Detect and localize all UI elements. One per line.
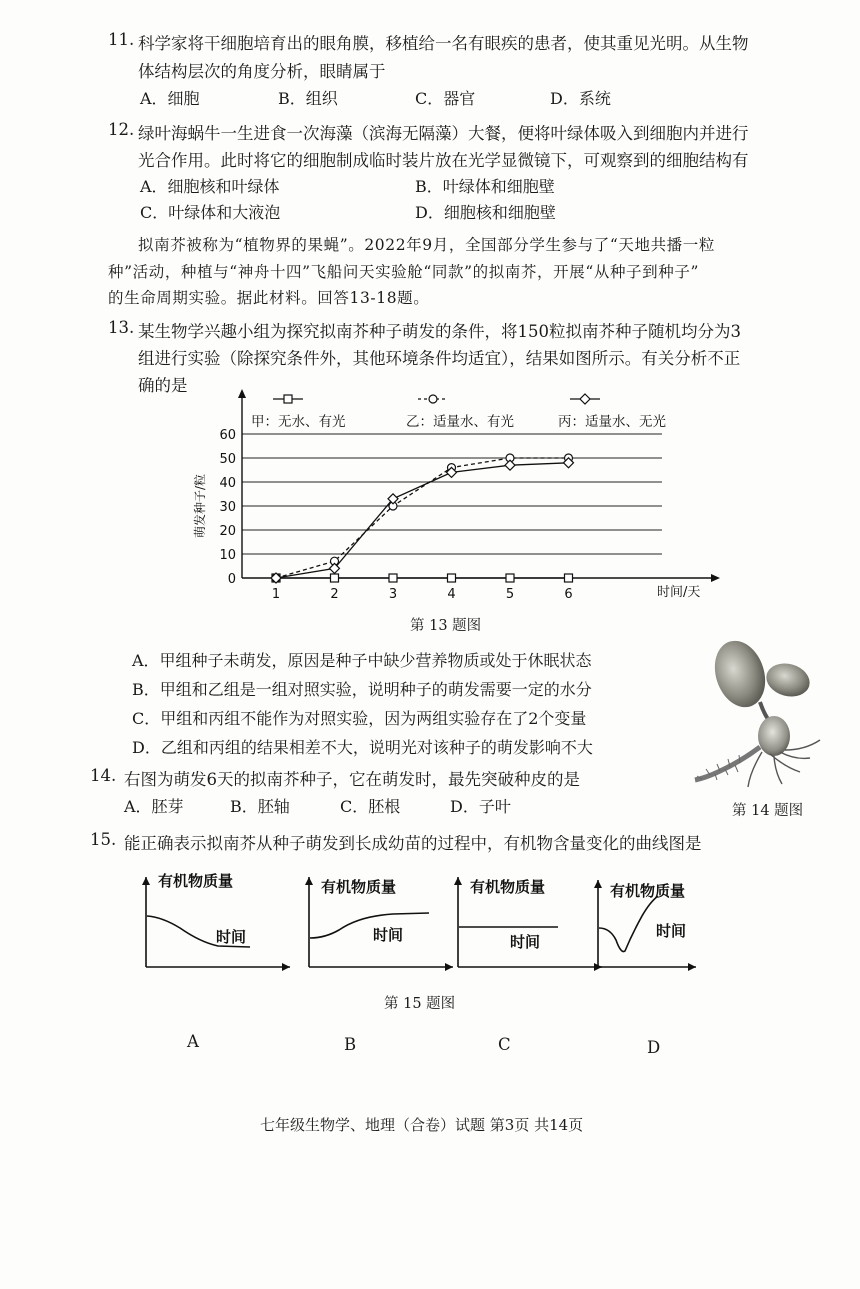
page-footer: 七年级生物学、地理（合卷）试题 第3页 共14页	[260, 1116, 584, 1134]
q15-label-d: D	[647, 1038, 661, 1057]
q11-option-a: A．细胞	[140, 89, 200, 108]
chart-labels	[192, 428, 700, 602]
xtick-label-1: 1	[271, 587, 281, 602]
legend-label-1: 乙：适量水、有光	[406, 414, 514, 430]
graph-d-ylabel: 有机物质量	[610, 882, 686, 900]
q12-option-d: D．细胞核和细胞壁	[415, 203, 556, 222]
q13-stem-line2: 组进行实验（除探究条件外，其他环境条件均适宜），结果如图所示。有关分析不正	[138, 349, 741, 368]
q12-option-c: C．叶绿体和大液泡	[140, 203, 281, 222]
q11-stem-line1: 科学家将干细胞培育出的眼角膜，移植给一名有眼疾的患者，使其重见光明。从生物	[138, 34, 749, 53]
legend-marker-0	[284, 395, 292, 403]
y-axis-label: 萌发种子/粒	[193, 473, 207, 539]
x-axis-label: 时间/天	[657, 585, 701, 600]
xtick-label-4: 4	[447, 587, 456, 602]
series-0-point-6	[565, 574, 573, 582]
chart-legend	[251, 394, 666, 430]
q13-option-b: B．甲组和乙组是一组对照实验，说明种子的萌发需要一定的水分	[132, 680, 592, 699]
graph-c-xlabel: 时间	[510, 933, 541, 951]
q15-label-c: C	[498, 1035, 511, 1054]
q13-stem-line1: 某生物学兴趣小组为探究拟南芥种子萌发的条件，将150粒拟南芥种子随机均分为3	[138, 322, 741, 341]
graph-a-ylabel: 有机物质量	[158, 872, 234, 890]
q14-option-b: B．胚轴	[230, 797, 290, 816]
q13-option-c: C．甲组和丙组不能作为对照实验，因为两组实验存在了2个变量	[132, 709, 587, 728]
graph-b-ylabel: 有机物质量	[321, 878, 397, 896]
series-line-1	[276, 458, 569, 578]
q12-stem-line1: 绿叶海蜗牛一生进食一次海藻（滨海无隔藻）大餐，便将叶绿体吸入到细胞内并进行	[138, 124, 749, 143]
q11-number: 11.	[108, 30, 135, 49]
graph-d	[594, 880, 696, 971]
q14-number: 14.	[90, 766, 117, 785]
ytick-label-10: 10	[219, 548, 236, 563]
q13-option-d: D．乙组和丙组的结果相差不大，说明光对该种子的萌发影响不大	[132, 738, 593, 757]
ytick-label-0: 0	[227, 572, 236, 587]
xtick-label-2: 2	[330, 587, 339, 602]
q13-stem-line3: 确的是	[138, 376, 188, 395]
q15-number: 15.	[90, 830, 117, 849]
y-axis-arrow	[238, 389, 246, 398]
graph-a	[142, 872, 290, 971]
q12-number: 12.	[108, 120, 135, 139]
legend-marker-2	[580, 394, 590, 404]
legend-label-0: 甲：无水、有光	[251, 414, 346, 430]
q15-stem: 能正确表示拟南芥从种子萌发到长成幼苗的过程中，有机物含量变化的曲线图是	[124, 834, 702, 853]
q14-option-a: A．胚芽	[124, 797, 184, 816]
q13-option-a: A．甲组种子未萌发，原因是种子中缺少营养物质或处于休眠状态	[132, 651, 592, 670]
germination-chart	[180, 385, 701, 610]
q15-graphs	[140, 872, 700, 982]
graph-d-xlabel: 时间	[656, 922, 687, 940]
q13-number: 13.	[108, 318, 135, 337]
xtick-label-5: 5	[505, 587, 515, 602]
material-line2: 种”活动，种植与“神舟十四”飞船问天实验舱“同款”的拟南芥，开展“从种子到种子”	[108, 263, 699, 281]
legend-label-2: 丙：适量水、无光	[558, 414, 666, 430]
graph-b-xlabel: 时间	[373, 926, 404, 944]
q11-option-b: B．组织	[278, 89, 338, 108]
q12-stem-line2: 光合作用。此时将它的细胞制成临时装片放在光学显微镜下，可观察到的细胞结构有	[138, 151, 749, 170]
x-axis-arrow	[711, 574, 720, 582]
series-0-point-5	[506, 574, 514, 582]
ytick-label-60: 60	[219, 428, 236, 443]
series-0-point-2	[331, 574, 339, 582]
ytick-label-50: 50	[219, 452, 236, 467]
q14-option-c: C．胚根	[340, 797, 401, 816]
series-0-point-4	[448, 574, 456, 582]
graph-a-xlabel: 时间	[216, 928, 247, 946]
q12-option-b: B．叶绿体和细胞壁	[415, 177, 555, 196]
q15-label-a: A	[187, 1032, 199, 1051]
legend-marker-1	[429, 395, 437, 403]
material-line1: 拟南芥被称为“植物界的果蝇”。2022年9月，全国部分学生参与了“天地共播一粒	[138, 236, 715, 254]
seedling-picture	[690, 632, 830, 792]
q14-figure-caption: 第 14 题图	[732, 803, 804, 819]
q12-option-a: A．细胞核和叶绿体	[140, 177, 280, 196]
ytick-label-30: 30	[219, 500, 236, 515]
ytick-label-20: 20	[219, 524, 236, 539]
graph-c-ylabel: 有机物质量	[470, 878, 546, 896]
q15-label-b: B	[344, 1035, 357, 1054]
graph-b	[305, 877, 453, 971]
q11-stem-line2: 体结构层次的角度分析，眼睛属于	[138, 62, 386, 81]
q15-figure-caption: 第 15 题图	[384, 996, 456, 1012]
series-0-point-3	[389, 574, 397, 582]
material-line3: 的生命周期实验。据此材料。回答13-18题。	[108, 289, 430, 307]
q11-option-d: D．系统	[550, 89, 611, 108]
ytick-label-40: 40	[219, 476, 236, 491]
q11-option-c: C．器官	[415, 89, 476, 108]
series-2-point-5	[505, 460, 515, 470]
graph-c	[454, 877, 602, 971]
q13-figure-caption: 第 13 题图	[410, 618, 482, 634]
q14-stem: 右图为萌发6天的拟南芥种子，它在萌发时，最先突破种皮的是	[124, 770, 580, 789]
chart-series	[271, 454, 574, 583]
series-line-2	[276, 463, 569, 578]
xtick-label-6: 6	[564, 587, 573, 602]
q14-option-d: D．子叶	[450, 797, 511, 816]
xtick-label-3: 3	[388, 587, 398, 602]
chart-grid	[242, 434, 662, 554]
